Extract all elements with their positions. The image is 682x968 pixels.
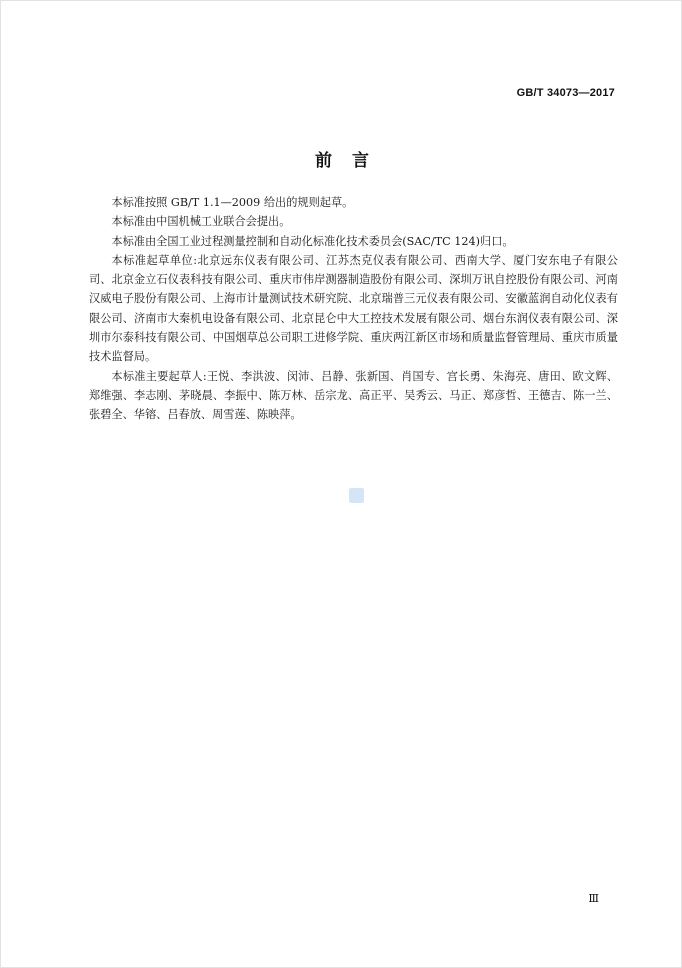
- page-title: 前言: [315, 151, 389, 171]
- page-number: Ⅲ: [588, 892, 599, 905]
- paragraph-drafters: 本标准主要起草人:王悦、李洪波、闵沛、吕静、张新国、肖国专、宫长勇、朱海亮、唐田、欧文辉、郑维强、李志刚、茅晓晨、李振中、陈万林、岳宗龙、高正平、吴秀云、马正、郑彦哲、王德吉、陈一兰、张碧全、华镕、吕春放、周雪莲、陈映萍。: [89, 369, 618, 422]
- paragraph-proposer: 本标准由中国机械工业联合会提出。: [111, 215, 291, 229]
- standard-code: GB/T 34073—2017: [516, 87, 615, 99]
- foreword-body: [89, 193, 618, 425]
- paragraph-drafting-rules: 本标准按照 GB/T 1.1—2009 给出的规则起草。: [111, 196, 354, 209]
- watermark-logo: [349, 488, 364, 503]
- paragraph-drafting-units: 本标准起草单位:北京远东仪表有限公司、江苏杰克仪表有限公司、西南大学、厦门安东电子有限公司、北京金立石仪表科技有限公司、重庆市伟岸测器制造股份有限公司、深圳万讯自控股份有限公司、河南汉威电子股份有限公司、上海市计量测试技术研究院、北京瑞普三元仪表有限公司、安徽蓝润自动化仪表有限公司、济南市大秦机电设备有限公司、北京昆仑中大工控技术发展有限公司、烟台东润仪表有限公司、深圳市尔泰科技有限公司、中国烟草总公司职工进修学院、重庆两江新区市场和质量监督管理局、重庆市质量技术监督局。: [89, 253, 618, 364]
- paragraph-committee: 本标准由全国工业过程测量控制和自动化标准化技术委员会(SAC/TC 124)归口。: [111, 234, 514, 248]
